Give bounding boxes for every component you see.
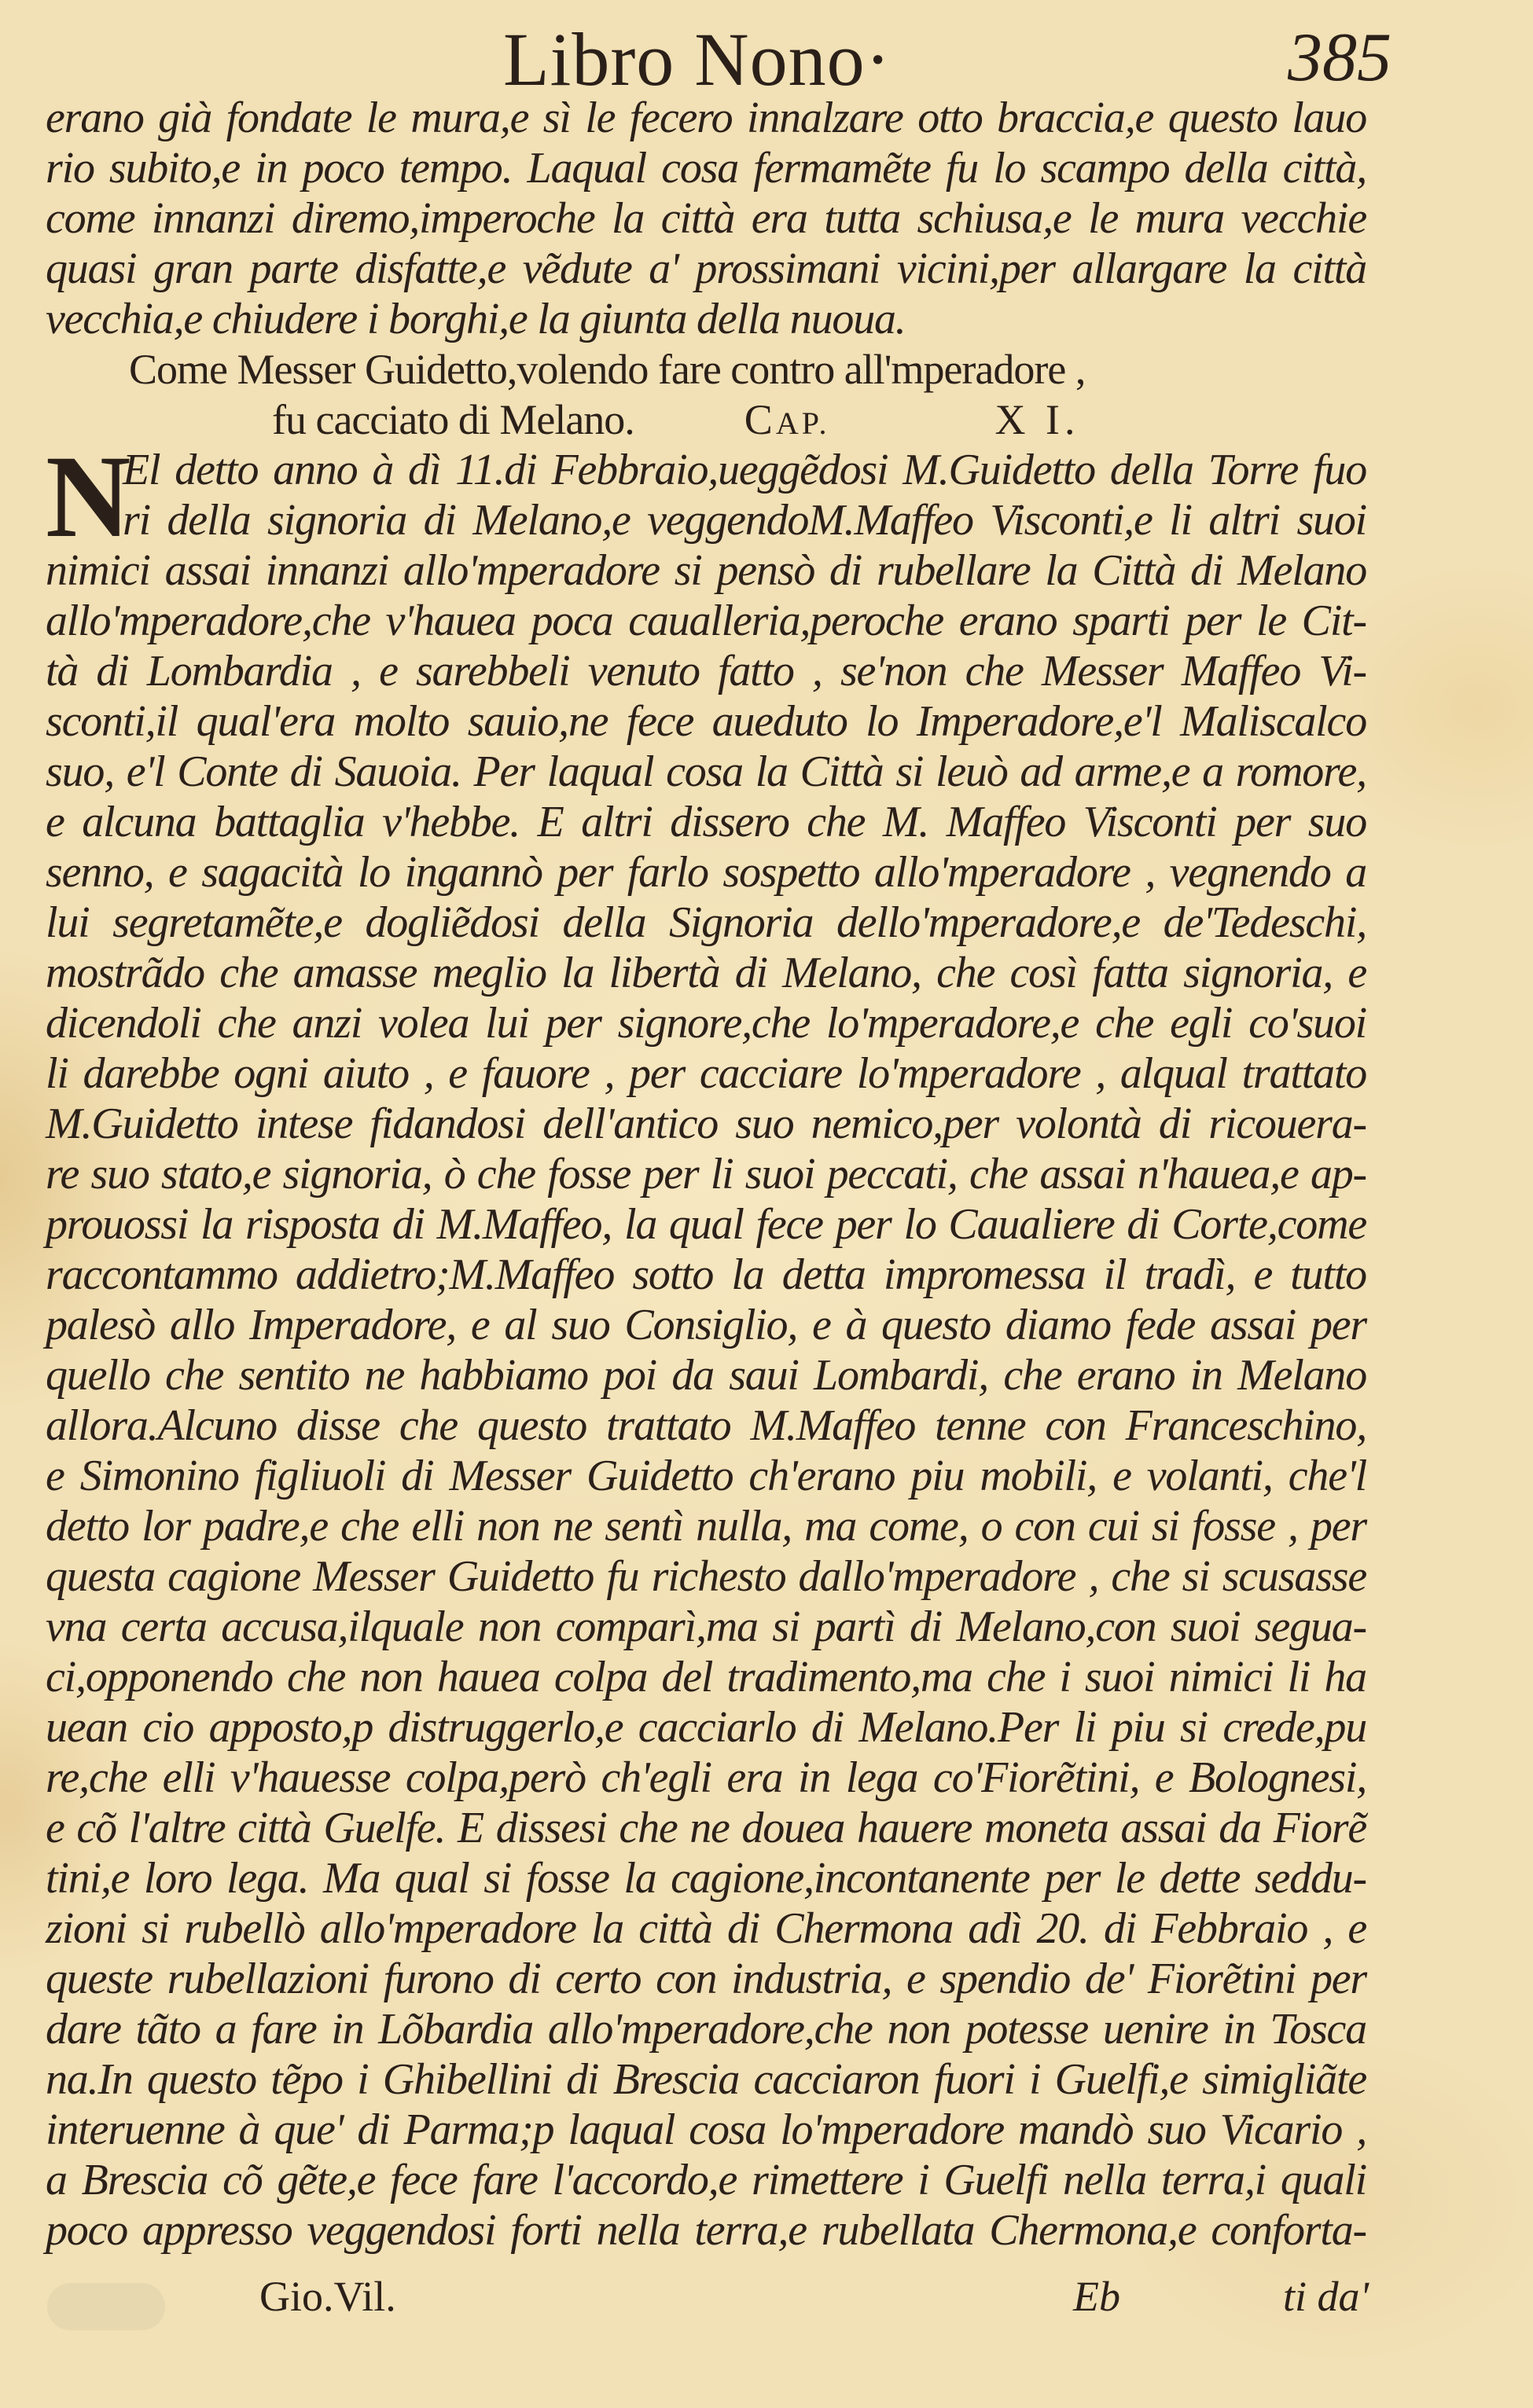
text-line: detto lor padre,e che elli non ne sentì nulla, ma come, o con cui si fosse , per <box>46 1502 1366 1551</box>
text-line: uean cio apposto,p distruggerlo,e cacciarlo di Melano.Per li piu si crede,pu <box>46 1703 1366 1752</box>
text-line: lui segretamẽte,e dogliẽdosi della Signoria dello'mperadore,e de'Tedeschi, <box>46 898 1366 947</box>
text-line: raccontammo addietro;M.Maffeo sotto la detta impromessa il tradì, e tutto <box>46 1250 1366 1299</box>
chapter-heading-line-1: Come Messer Guidetto,volendo fare contro all'mperadore , <box>129 346 1086 393</box>
text-line: dicendoli che anzi volea lui per signore,che lo'mperadore,e che egli co'suoi <box>46 999 1366 1048</box>
page-footer <box>0 2271 1533 2326</box>
text-line: tini,e loro lega. Ma qual si fosse la cagione,incontanente per le dette seddu- <box>46 1854 1366 1903</box>
text-line: queste rubellazioni furono di certo con industria, e spendio de' Fiorẽtini per <box>46 1955 1366 2003</box>
text-line: re,che elli v'hauesse colpa,però ch'egli era in lega co'Fiorẽtini, e Bolognesi, <box>46 1753 1366 1802</box>
text-line: questa cagione Messer Guidetto fu richesto dallo'mperadore , che si scusasse <box>46 1552 1366 1601</box>
text-line: rio subito,e in poco tempo. Laqual cosa fermamẽte fu lo scampo della città, <box>46 144 1366 193</box>
text-line: a Brescia cõ gẽte,e fece fare l'accordo,e rimettere i Guelfi nella terra,i quali <box>46 2156 1366 2204</box>
text-line: na.In questo tẽpo i Ghibellini di Brescia cacciaron fuori i Guelfi,e simigliãte <box>46 2055 1366 2104</box>
chapter-heading-line-2 <box>46 395 1366 445</box>
chapter-heading-title: fu cacciato di Melano. <box>272 396 634 443</box>
text-line: allora.Alcuno disse che questo trattato M.Maffeo tenne con Franceschino, <box>46 1401 1366 1450</box>
text-line: erano già fondate le mura,e sì le fecero innalzare otto braccia,e questo lauo <box>46 94 1366 142</box>
text-line: poco appresso veggendosi forti nella terra,e rubellata Chermona,e conforta- <box>46 2206 1366 2255</box>
signature-mark: Eb <box>1073 2273 1120 2320</box>
chapter-label <box>744 395 830 449</box>
text-line: M.Guidetto intese fidandosi dell'antico suo nemico,per volontà di ricouera- <box>46 1099 1366 1148</box>
text-line: palesò allo Imperadore, e al suo Consiglio, e à questo diamo fede assai per <box>46 1301 1366 1349</box>
text-line: interuenne à que' di Parma;p laqual cosa lo'mperadore mandò suo Vicario , <box>46 2105 1366 2154</box>
text-line: prouossi la risposta di M.Maffeo, la qual fece per lo Caualiere di Corte,come <box>46 1200 1366 1249</box>
text-line: tà di Lombardia , e sarebbeli venuto fatto , se'non che Messer Maffeo Vi- <box>46 647 1366 696</box>
chapter-opening <box>46 431 1366 562</box>
signature-author: Gio.Vil. <box>259 2273 396 2320</box>
text-block <box>46 93 1366 2256</box>
text-line: ci,opponendo che non hauea colpa del tradimento,ma che i suoi nimici li ha <box>46 1653 1366 1701</box>
text-line: zioni si rubellò allo'mperadore la città di Chermona adì 20. di Febbraio , e <box>46 1904 1366 1953</box>
text-line: ri della signoria di Melano,e veggendoM.Maffeo Visconti,e li altri suoi <box>123 496 1366 545</box>
text-line: vecchia,e chiudere i borghi,e la giunta della nuoua. <box>46 295 906 343</box>
text-line: El detto anno à dì 11.di Febbraio,ueggẽdosi M.Guidetto della Torre fuo <box>123 446 1366 494</box>
text-line: re suo stato,e signoria, ò che fosse per li suoi peccati, che assai n'hauea,e ap- <box>46 1150 1366 1198</box>
text-line: quasi gran parte disfatte,e vẽdute a' prossimani vicini,per allargare la città <box>46 244 1366 293</box>
text-line: allo'mperadore,che v'hauea poca caualleria,peroche erano sparti per le Cit- <box>46 596 1366 645</box>
text-line: e alcuna battaglia v'hebbe. E altri dissero che M. Maffeo Visconti per suo <box>46 798 1366 846</box>
chapter-number: X I. <box>994 396 1080 443</box>
chapter-label-initial: C <box>744 396 776 443</box>
text-line: suo, e'l Conte di Sauoia. Per laqual cosa la Città si leuò ad arme,e a romore, <box>46 747 1366 796</box>
drop-cap: N <box>46 431 131 562</box>
page-number: 385 <box>1288 20 1391 96</box>
text-line: come innanzi diremo,imperoche la città era tutta schiusa,e le mura vecchie <box>46 194 1366 243</box>
catchword: ti da' <box>1283 2273 1369 2320</box>
text-line: li darebbe ogni aiuto , e fauore , per cacciare lo'mperadore , alqual trattato <box>46 1049 1366 1098</box>
text-line: vna certa accusa,ilquale non comparì,ma si partì di Melano,con suoi segua- <box>46 1602 1366 1651</box>
running-title: Libro Nono· <box>503 17 891 101</box>
text-line: e cõ l'altre città Guelfe. E dissesi che ne douea hauere moneta assai da Fiorẽ <box>46 1804 1366 1852</box>
text-line: e Simonino figliuoli di Messer Guidetto ch'erano piu mobili, e volanti, che'l <box>46 1452 1366 1500</box>
text-line: senno, e sagacità lo ingannò per farlo sospetto allo'mperadore , vegnendo a <box>46 848 1366 897</box>
text-line: dare tãto a fare in Lõbardia allo'mperadore,che non potesse uenire in Tosca <box>46 2005 1366 2054</box>
text-line: quello che sentito ne habbiamo poi da saui Lombardi, che erano in Melano <box>46 1351 1366 1400</box>
text-line: nimici assai innanzi allo'mperadore si pensò di rubellare la Città di Melano <box>46 546 1366 595</box>
text-line: mostrãdo che amasse meglio la libertà di Melano, che così fatta signoria, e <box>46 949 1366 997</box>
text-line: sconti,il qual'era molto sauio,ne fece aueduto lo Imperadore,e'l Maliscalco <box>46 697 1366 746</box>
chapter-label-rest: AP. <box>775 406 830 441</box>
